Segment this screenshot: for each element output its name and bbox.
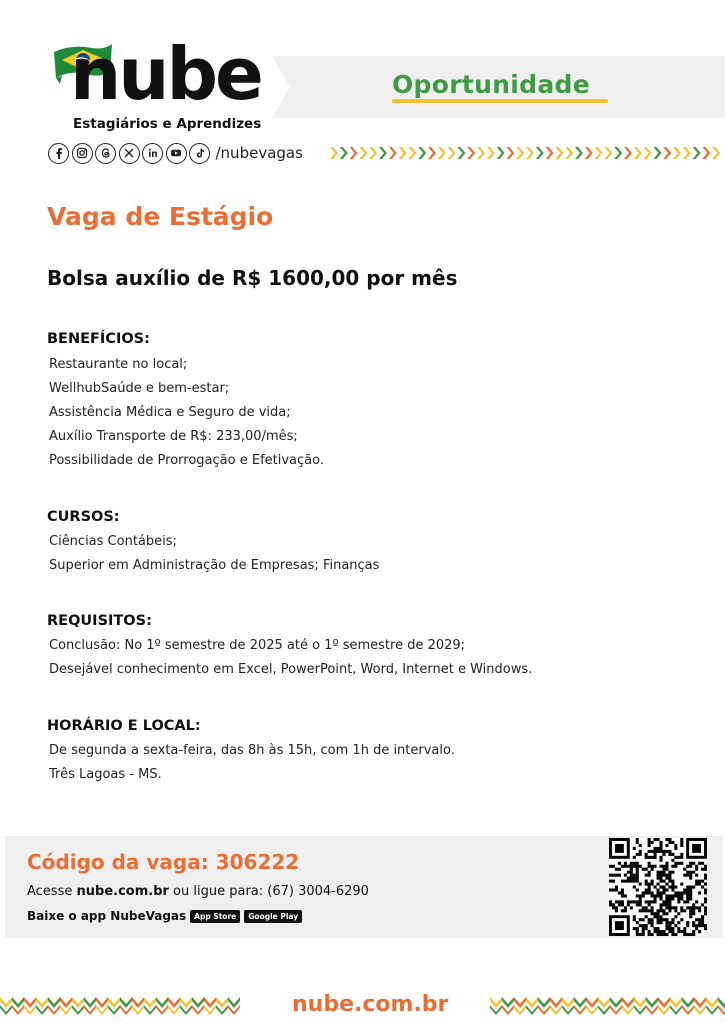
curso-item: Superior em Administração de Empresas; Finanças [49, 558, 380, 573]
logo-tagline: Estagiários e Aprendizes [73, 116, 262, 132]
beneficio-item: Assistência Médica e Seguro de vida; [49, 405, 291, 420]
app-download-line [27, 909, 302, 923]
job-title: Vaga de Estágio [47, 202, 274, 231]
threads-icon[interactable] [95, 143, 116, 164]
google-play-badge[interactable]: Google Play [244, 910, 302, 923]
beneficios-heading: BENEFÍCIOS: [47, 331, 150, 347]
banner-label: Oportunidade [392, 70, 590, 99]
bottom-site-link[interactable]: nube.com.br [292, 992, 449, 1017]
x-icon[interactable] [119, 143, 140, 164]
contact-line [27, 884, 369, 899]
requisito-item: Conclusão: No 1º semestre de 2025 até o 1º semestre de 2029; [49, 638, 466, 653]
beneficio-item: Possibilidade de Prorrogação e Efetivação. [49, 453, 324, 468]
logo-wordmark: nube [70, 32, 261, 116]
app-store-badge[interactable]: App Store [190, 910, 240, 923]
horario-item: Três Lagoas - MS. [49, 767, 162, 782]
decorative-pattern-right [490, 995, 725, 1015]
job-code: Código da vaga: 306222 [27, 850, 300, 874]
decorative-pattern-left [0, 995, 240, 1015]
header [0, 0, 725, 175]
contact-phone: ou ligue para: (67) 3004-6290 [168, 884, 369, 899]
decorative-chevron-strip [330, 146, 724, 160]
site-link[interactable]: nube.com.br [76, 884, 169, 899]
horario-item: De segunda a sexta-feira, das 8h às 15h, com 1h de intervalo. [49, 743, 455, 758]
curso-item: Ciências Contábeis; [49, 534, 177, 549]
banner-underline [392, 99, 608, 103]
youtube-icon[interactable] [166, 143, 187, 164]
contact-prefix: Acesse [27, 884, 77, 899]
cursos-heading: CURSOS: [47, 509, 120, 525]
linkedin-icon[interactable] [142, 143, 163, 164]
social-handle[interactable]: /nubevagas [215, 144, 303, 162]
beneficio-item: WellhubSaúde e bem-estar; [49, 381, 230, 396]
instagram-icon[interactable] [72, 143, 93, 164]
horario-heading: HORÁRIO E LOCAL: [47, 718, 201, 734]
nube-logo [48, 32, 263, 135]
social-links [48, 142, 303, 164]
requisitos-heading: REQUISITOS: [47, 613, 152, 629]
tiktok-icon[interactable] [189, 143, 210, 164]
job-salary: Bolsa auxílio de R$ 1600,00 por mês [47, 266, 458, 290]
qr-code-icon[interactable] [609, 838, 707, 936]
requisito-item: Desejável conhecimento em Excel, PowerPoint, Word, Internet e Windows. [49, 662, 533, 677]
app-label: Baixe o app NubeVagas [27, 909, 187, 923]
beneficio-item: Restaurante no local; [49, 357, 188, 372]
beneficio-item: Auxílio Transporte de R$: 233,00/mês; [49, 429, 298, 444]
facebook-icon[interactable] [48, 143, 69, 164]
